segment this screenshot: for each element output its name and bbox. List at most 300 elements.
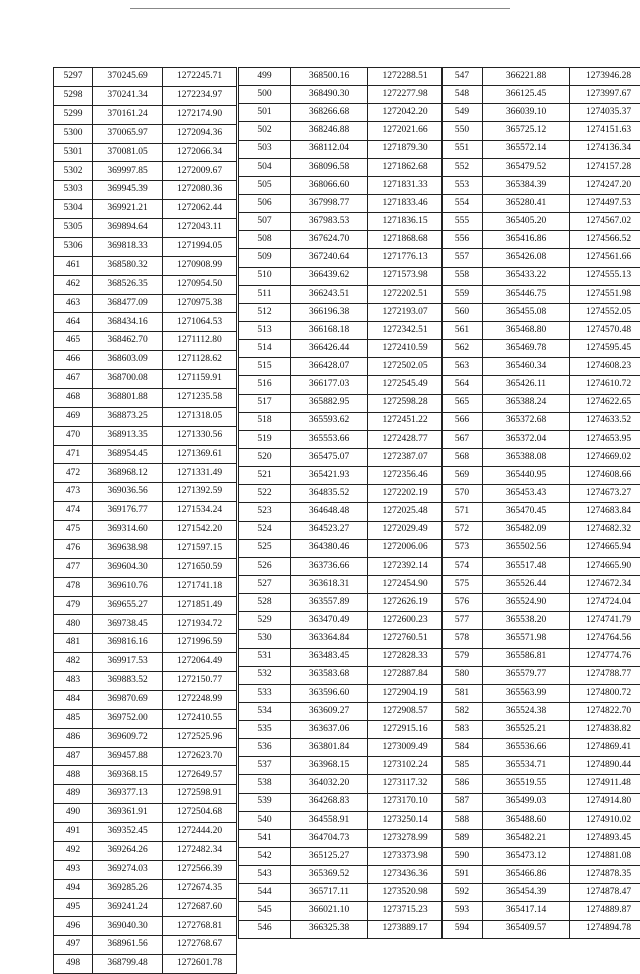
x-coordinate-cell: 368968.12 [93,464,163,483]
point-number-cell: 538 [239,775,291,793]
y-coordinate-cell: 1272768.81 [163,917,237,936]
point-number-cell: 586 [442,775,483,793]
point-number-cell: 489 [54,785,93,804]
table-row [239,848,443,866]
y-coordinate-cell: 1273373.98 [368,848,443,866]
point-number-cell: 584 [442,739,483,757]
point-number-cell: 571 [442,503,483,521]
x-coordinate-cell: 364523.27 [291,521,368,539]
point-number-cell: 525 [239,539,291,557]
x-coordinate-cell: 363557.89 [291,594,368,612]
table-row [239,140,443,158]
y-coordinate-cell: 1272150.77 [163,672,237,691]
x-coordinate-cell: 365882.95 [291,394,368,412]
y-coordinate-cell: 1271836.15 [368,213,443,231]
y-coordinate-cell: 1271235.58 [163,388,237,407]
table-row [54,690,237,709]
x-coordinate-cell: 364558.91 [291,811,368,829]
table-row [239,467,443,485]
x-coordinate-cell: 365502.56 [483,539,570,557]
x-coordinate-cell: 369040.30 [93,917,163,936]
point-number-cell: 512 [239,303,291,321]
y-coordinate-cell: 1272626.19 [368,594,443,612]
x-coordinate-cell: 365517.48 [483,557,570,575]
table-row [239,612,443,630]
point-number-cell: 514 [239,340,291,358]
table-row [54,219,237,238]
point-number-cell: 546 [239,920,291,938]
table-row [442,884,640,902]
y-coordinate-cell: 1274669.02 [570,448,640,466]
x-coordinate-cell: 365446.75 [483,285,570,303]
coordinate-table-3 [441,67,640,939]
point-number-cell: 518 [239,412,291,430]
x-coordinate-cell: 363968.15 [291,757,368,775]
point-number-cell: 478 [54,577,93,596]
table-row [442,503,640,521]
x-coordinate-cell: 370065.97 [93,124,163,143]
table-row [54,785,237,804]
x-coordinate-cell: 369604.30 [93,558,163,577]
y-coordinate-cell: 1272545.49 [368,376,443,394]
table-row [442,358,640,376]
table-row [54,917,237,936]
y-coordinate-cell: 1273946.28 [570,68,640,86]
table-row [442,866,640,884]
point-number-cell: 528 [239,594,291,612]
point-number-cell: 570 [442,485,483,503]
y-coordinate-cell: 1274894.78 [570,920,640,938]
table-row [239,213,443,231]
y-coordinate-cell: 1274555.13 [570,267,640,285]
x-coordinate-cell: 364835.52 [291,485,368,503]
y-coordinate-cell: 1272202.19 [368,485,443,503]
point-number-cell: 482 [54,653,93,672]
table-row [239,485,443,503]
coordinate-table-2 [238,67,443,939]
table-row [442,321,640,339]
table-row [54,200,237,219]
x-coordinate-cell: 363470.49 [291,612,368,630]
point-number-cell: 461 [54,256,93,275]
y-coordinate-cell: 1272454.90 [368,575,443,593]
y-coordinate-cell: 1272193.07 [368,303,443,321]
x-coordinate-cell: 368434.16 [93,313,163,332]
point-number-cell: 5305 [54,219,93,238]
point-number-cell: 476 [54,539,93,558]
table-row [239,394,443,412]
table-row [54,747,237,766]
y-coordinate-cell: 1274838.82 [570,721,640,739]
x-coordinate-cell: 369352.45 [93,823,163,842]
y-coordinate-cell: 1273278.99 [368,829,443,847]
y-coordinate-cell: 1271064.53 [163,313,237,332]
table-row [442,68,640,86]
table-row [54,237,237,256]
table-row [442,848,640,866]
y-coordinate-cell: 1273997.67 [570,86,640,104]
y-coordinate-cell: 1274566.52 [570,231,640,249]
x-coordinate-cell: 369377.13 [93,785,163,804]
table-row [442,448,640,466]
point-number-cell: 474 [54,502,93,521]
x-coordinate-cell: 368462.70 [93,332,163,351]
table-row [54,426,237,445]
table-row [239,920,443,938]
table-row [54,955,237,974]
table-row [239,539,443,557]
table-row [442,485,640,503]
y-coordinate-cell: 1274672.34 [570,575,640,593]
x-coordinate-cell: 365372.68 [483,412,570,430]
x-coordinate-cell: 369638.98 [93,539,163,558]
table-row [239,104,443,122]
table-row [442,340,640,358]
x-coordinate-cell: 365475.07 [291,448,368,466]
y-coordinate-cell: 1271650.59 [163,558,237,577]
table-row [54,898,237,917]
point-number-cell: 574 [442,557,483,575]
y-coordinate-cell: 1274633.52 [570,412,640,430]
x-coordinate-cell: 364380.46 [291,539,368,557]
x-coordinate-cell: 365440.95 [483,467,570,485]
table-row [442,176,640,194]
point-number-cell: 472 [54,464,93,483]
table-row [54,521,237,540]
x-coordinate-cell: 369036.56 [93,483,163,502]
table-row [442,467,640,485]
point-number-cell: 534 [239,702,291,720]
point-number-cell: 522 [239,485,291,503]
table-row [239,303,443,321]
x-coordinate-cell: 369816.16 [93,634,163,653]
table-row [54,615,237,634]
y-coordinate-cell: 1274682.32 [570,521,640,539]
point-number-cell: 5306 [54,237,93,256]
x-coordinate-cell: 365426.11 [483,376,570,394]
x-coordinate-cell: 366039.10 [483,104,570,122]
y-coordinate-cell: 1272043.11 [163,219,237,238]
point-number-cell: 500 [239,86,291,104]
y-coordinate-cell: 1272600.23 [368,612,443,630]
point-number-cell: 467 [54,370,93,389]
point-number-cell: 580 [442,666,483,684]
x-coordinate-cell: 368112.04 [291,140,368,158]
table-row [239,630,443,648]
x-coordinate-cell: 368500.16 [291,68,368,86]
y-coordinate-cell: 1271934.72 [163,615,237,634]
point-number-cell: 499 [239,68,291,86]
table-row [239,702,443,720]
x-coordinate-cell: 365388.24 [483,394,570,412]
point-number-cell: 521 [239,467,291,485]
y-coordinate-cell: 1272387.07 [368,448,443,466]
table-row [239,68,443,86]
y-coordinate-cell: 1271597.15 [163,539,237,558]
x-coordinate-cell: 365524.38 [483,702,570,720]
x-coordinate-cell: 364032.20 [291,775,368,793]
point-number-cell: 471 [54,445,93,464]
table-row [54,577,237,596]
y-coordinate-cell: 1272760.51 [368,630,443,648]
y-coordinate-cell: 1272094.36 [163,124,237,143]
point-number-cell: 498 [54,955,93,974]
x-coordinate-cell: 369361.91 [93,804,163,823]
table-row [54,766,237,785]
y-coordinate-cell: 1272342.51 [368,321,443,339]
point-number-cell: 554 [442,194,483,212]
table-row [54,483,237,502]
table-row [239,340,443,358]
y-coordinate-cell: 1271392.59 [163,483,237,502]
point-number-cell: 496 [54,917,93,936]
point-number-cell: 560 [442,303,483,321]
table-row [442,666,640,684]
x-coordinate-cell: 366021.10 [291,902,368,920]
table-row [442,285,640,303]
table-row [442,721,640,739]
point-number-cell: 503 [239,140,291,158]
x-coordinate-cell: 368603.09 [93,351,163,370]
x-coordinate-cell: 367983.53 [291,213,368,231]
table-row [239,285,443,303]
table-row [442,86,640,104]
y-coordinate-cell: 1274878.35 [570,866,640,884]
table-row [54,351,237,370]
point-number-cell: 490 [54,804,93,823]
x-coordinate-cell: 366168.18 [291,321,368,339]
x-coordinate-cell: 364704.73 [291,829,368,847]
x-coordinate-cell: 369655.27 [93,596,163,615]
y-coordinate-cell: 1274595.45 [570,340,640,358]
x-coordinate-cell: 365525.21 [483,721,570,739]
point-number-cell: 513 [239,321,291,339]
table-row [442,557,640,575]
x-coordinate-cell: 363736.66 [291,557,368,575]
y-coordinate-cell: 1272064.49 [163,653,237,672]
point-number-cell: 470 [54,426,93,445]
point-number-cell: 487 [54,747,93,766]
y-coordinate-cell: 1273102.24 [368,757,443,775]
y-coordinate-cell: 1272080.36 [163,181,237,200]
y-coordinate-cell: 1272174.90 [163,105,237,124]
x-coordinate-cell: 370241.34 [93,86,163,105]
y-coordinate-cell: 1272062.44 [163,200,237,219]
point-number-cell: 488 [54,766,93,785]
table-row [442,575,640,593]
point-number-cell: 553 [442,176,483,194]
table-row [54,370,237,389]
y-coordinate-cell: 1274608.66 [570,467,640,485]
point-number-cell: 462 [54,275,93,294]
x-coordinate-cell: 365563.99 [483,684,570,702]
table-row [54,936,237,955]
x-coordinate-cell: 364648.48 [291,503,368,521]
y-coordinate-cell: 1272687.60 [163,898,237,917]
y-coordinate-cell: 1274800.72 [570,684,640,702]
point-number-cell: 5300 [54,124,93,143]
table-row [239,594,443,612]
table-row [239,793,443,811]
table-row [239,739,443,757]
table-row [442,231,640,249]
y-coordinate-cell: 1272566.39 [163,860,237,879]
x-coordinate-cell: 365426.08 [483,249,570,267]
table-row [54,143,237,162]
point-number-cell: 556 [442,231,483,249]
table-row [239,648,443,666]
point-number-cell: 5299 [54,105,93,124]
x-coordinate-cell: 369894.64 [93,219,163,238]
x-coordinate-cell: 369917.53 [93,653,163,672]
x-coordinate-cell: 369368.15 [93,766,163,785]
x-coordinate-cell: 363609.27 [291,702,368,720]
point-number-cell: 506 [239,194,291,212]
x-coordinate-cell: 365372.04 [483,430,570,448]
x-coordinate-cell: 369921.21 [93,200,163,219]
x-coordinate-cell: 369752.00 [93,709,163,728]
point-number-cell: 552 [442,158,483,176]
point-number-cell: 592 [442,884,483,902]
table-row [54,709,237,728]
table-row [54,596,237,615]
y-coordinate-cell: 1271831.33 [368,176,443,194]
x-coordinate-cell: 363364.84 [291,630,368,648]
x-coordinate-cell: 363637.06 [291,721,368,739]
point-number-cell: 464 [54,313,93,332]
y-coordinate-cell: 1272623.70 [163,747,237,766]
x-coordinate-cell: 367240.64 [291,249,368,267]
y-coordinate-cell: 1274914.80 [570,793,640,811]
x-coordinate-cell: 363596.60 [291,684,368,702]
x-coordinate-cell: 369176.77 [93,502,163,521]
point-number-cell: 533 [239,684,291,702]
y-coordinate-cell: 1272042.20 [368,104,443,122]
table-row [54,181,237,200]
y-coordinate-cell: 1272908.57 [368,702,443,720]
y-coordinate-cell: 1273009.49 [368,739,443,757]
x-coordinate-cell: 369870.69 [93,690,163,709]
x-coordinate-cell: 365534.71 [483,757,570,775]
point-number-cell: 491 [54,823,93,842]
table-row [54,162,237,181]
table-row [239,249,443,267]
y-coordinate-cell: 1274247.20 [570,176,640,194]
point-number-cell: 516 [239,376,291,394]
x-coordinate-cell: 365421.93 [291,467,368,485]
table-row [54,105,237,124]
table-row [239,448,443,466]
y-coordinate-cell: 1274151.63 [570,122,640,140]
point-number-cell: 563 [442,358,483,376]
x-coordinate-cell: 369883.52 [93,672,163,691]
table-row [442,594,640,612]
table-row [239,557,443,575]
x-coordinate-cell: 365460.34 [483,358,570,376]
point-number-cell: 588 [442,811,483,829]
table-row [54,841,237,860]
point-number-cell: 585 [442,757,483,775]
point-number-cell: 572 [442,521,483,539]
table-row [239,430,443,448]
table-row [54,294,237,313]
table-row [442,194,640,212]
point-number-cell: 550 [442,122,483,140]
y-coordinate-cell: 1271851.49 [163,596,237,615]
table-row [239,521,443,539]
table-row [442,267,640,285]
y-coordinate-cell: 1272768.67 [163,936,237,955]
table-row [239,575,443,593]
table-row [239,376,443,394]
point-number-cell: 577 [442,612,483,630]
y-coordinate-cell: 1272674.35 [163,879,237,898]
table-row [239,666,443,684]
x-coordinate-cell: 365454.39 [483,884,570,902]
y-coordinate-cell: 1274724.04 [570,594,640,612]
table-row [54,124,237,143]
table-row [442,630,640,648]
table-row [442,249,640,267]
x-coordinate-cell: 365526.44 [483,575,570,593]
y-coordinate-cell: 1270908.99 [163,256,237,275]
table-row [239,86,443,104]
table-row [54,653,237,672]
x-coordinate-cell: 369274.03 [93,860,163,879]
x-coordinate-cell: 369285.26 [93,879,163,898]
x-coordinate-cell: 368954.45 [93,445,163,464]
x-coordinate-cell: 368700.08 [93,370,163,389]
x-coordinate-cell: 368066.60 [291,176,368,194]
table-row [239,122,443,140]
y-coordinate-cell: 1271776.13 [368,249,443,267]
x-coordinate-cell: 368913.35 [93,426,163,445]
point-number-cell: 469 [54,407,93,426]
x-coordinate-cell: 365417.14 [483,902,570,920]
x-coordinate-cell: 368246.88 [291,122,368,140]
point-number-cell: 557 [442,249,483,267]
point-number-cell: 497 [54,936,93,955]
y-coordinate-cell: 1272504.68 [163,804,237,823]
y-coordinate-cell: 1274911.48 [570,775,640,793]
x-coordinate-cell: 365125.27 [291,848,368,866]
table-row [239,194,443,212]
x-coordinate-cell: 366177.03 [291,376,368,394]
x-coordinate-cell: 365466.86 [483,866,570,884]
x-coordinate-cell: 368873.25 [93,407,163,426]
point-number-cell: 548 [442,86,483,104]
x-coordinate-cell: 365586.81 [483,648,570,666]
y-coordinate-cell: 1273117.32 [368,775,443,793]
y-coordinate-cell: 1270954.50 [163,275,237,294]
x-coordinate-cell: 365593.62 [291,412,368,430]
y-coordinate-cell: 1272598.28 [368,394,443,412]
y-coordinate-cell: 1271994.05 [163,237,237,256]
point-number-cell: 495 [54,898,93,917]
point-number-cell: 5301 [54,143,93,162]
point-number-cell: 479 [54,596,93,615]
table-row [442,303,640,321]
y-coordinate-cell: 1272451.22 [368,412,443,430]
table-row [54,558,237,577]
x-coordinate-cell: 370245.69 [93,68,163,87]
point-number-cell: 5302 [54,162,93,181]
point-number-cell: 542 [239,848,291,866]
table-row [239,412,443,430]
x-coordinate-cell: 363618.31 [291,575,368,593]
table-row [442,811,640,829]
table-row [239,757,443,775]
